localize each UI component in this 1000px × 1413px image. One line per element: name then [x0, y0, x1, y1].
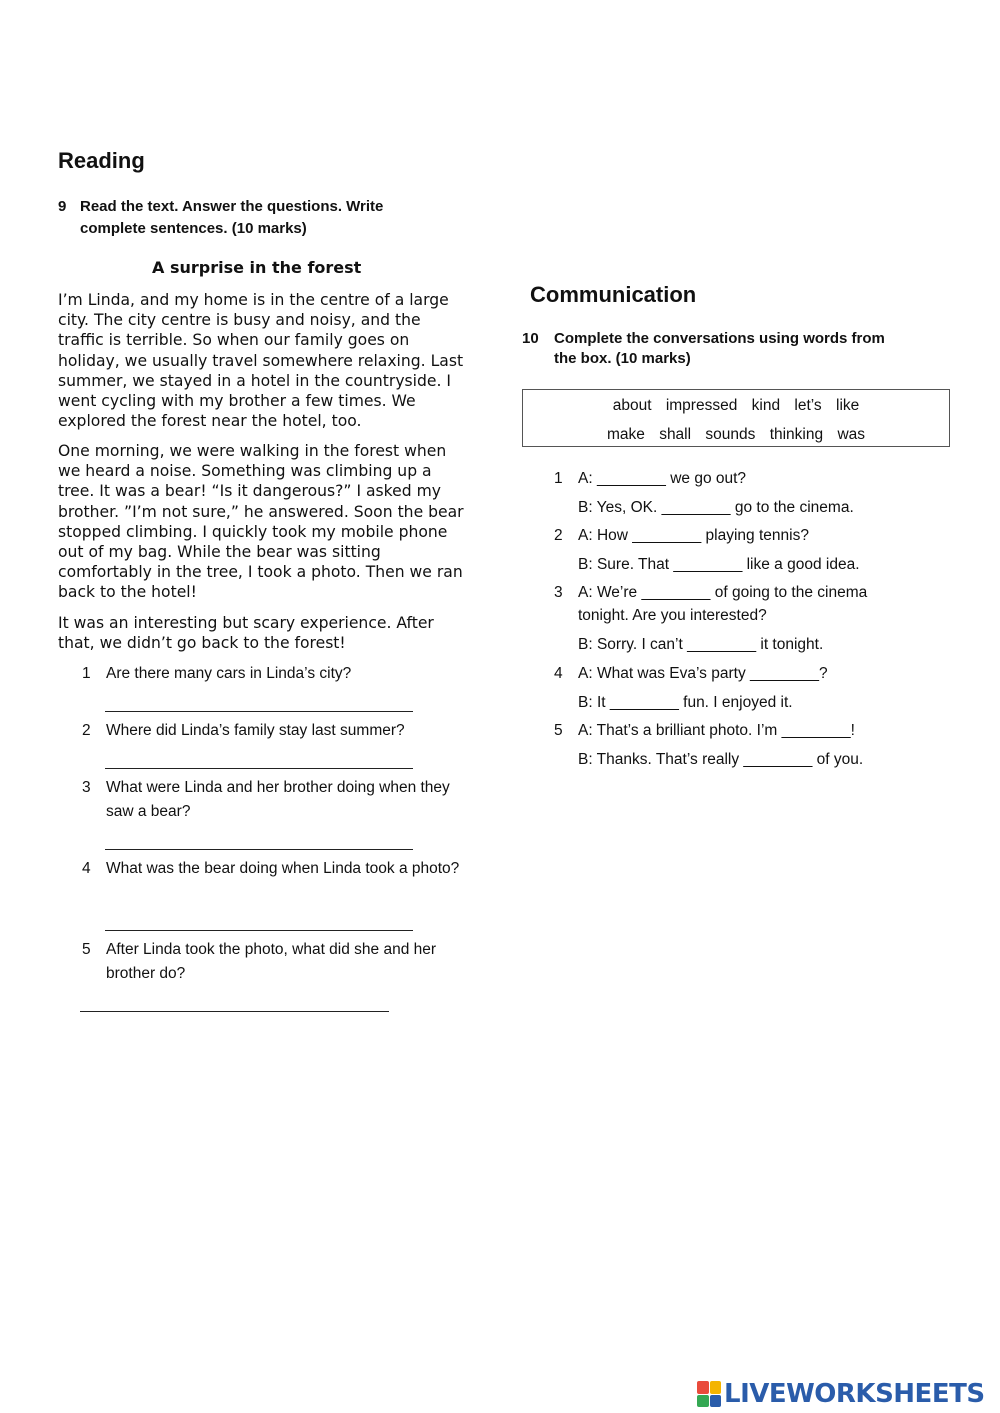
question-number: 2 — [82, 722, 91, 739]
conversation-2 — [554, 524, 974, 576]
conversation-line: B: Sure. That ________ like a good idea. — [578, 556, 860, 573]
word: was — [837, 426, 866, 443]
conversation-number: 5 — [554, 722, 563, 739]
word-box-row-1 — [523, 397, 949, 415]
question-4 — [82, 857, 482, 907]
conversation-1 — [554, 467, 974, 519]
word: thinking — [769, 426, 824, 443]
conversation-line: B: Thanks. That’s really ________ of you. — [578, 751, 864, 768]
question-1 — [82, 662, 482, 688]
logo-square — [697, 1381, 709, 1394]
answer-line-4[interactable] — [105, 930, 413, 931]
instruction-line-2: the box. (10 marks) — [554, 350, 691, 367]
liveworksheets-logo — [697, 1377, 985, 1411]
logo-text: LIVEWORKSHEETS — [724, 1379, 985, 1409]
communication-instruction — [522, 329, 962, 373]
conversation-4 — [554, 662, 974, 714]
question-2 — [82, 719, 482, 745]
question-text: Are there many cars in Linda’s city? — [106, 665, 352, 682]
question-text: After Linda took the photo, what did she and her brother do? — [106, 941, 437, 982]
story-paragraph-2: One morning, we were walking in the forest when we heard a noise. Something was climbing up a tree. It was a bear! “Is it dangerous?” I asked my brother. ”I’m not sure,” he answered. Soon the bear stopped climbing. I quickly took my mobile phone out of my bag. While the bear was sitting comfortably in the tree, I took a photo. Then we ran back to the hotel! — [58, 442, 464, 602]
instruction-line-1: Complete the conversations using words from — [554, 330, 885, 347]
question-number: 3 — [82, 779, 91, 796]
conversation-3 — [554, 581, 974, 657]
task-number: 10 — [522, 330, 539, 347]
reading-heading: Reading — [58, 148, 145, 173]
task-number: 9 — [58, 198, 67, 215]
reading-instruction — [58, 196, 458, 242]
question-number: 1 — [82, 665, 91, 682]
liveworksheets-logo-icon — [697, 1381, 721, 1407]
conversation-line: A: That’s a brilliant photo. I’m ________! — [578, 722, 855, 739]
word: shall — [659, 426, 692, 443]
conversation-line: A: We’re ________ of going to the cinema — [578, 584, 868, 601]
question-text: Where did Linda’s family stay last summer? — [106, 722, 405, 739]
logo-square — [710, 1381, 722, 1394]
conversation-number: 3 — [554, 584, 563, 601]
instruction-line-1: Read the text. Answer the questions. Write — [80, 198, 384, 215]
question-3 — [82, 776, 482, 826]
story-title: A surprise in the forest — [152, 258, 362, 277]
answer-line-1[interactable] — [105, 711, 413, 712]
word: like — [836, 397, 860, 414]
communication-heading: Communication — [530, 282, 697, 307]
conversation-line: A: How ________ playing tennis? — [578, 527, 809, 544]
story-paragraph-3: It was an interesting but scary experience. After that, we didn’t go back to the forest! — [58, 614, 434, 653]
logo-square — [697, 1395, 709, 1408]
conversation-number: 2 — [554, 527, 563, 544]
answer-line-2[interactable] — [105, 768, 413, 769]
word: make — [606, 426, 645, 443]
question-number: 4 — [82, 860, 91, 877]
logo-square — [710, 1395, 722, 1408]
conversation-number: 4 — [554, 665, 563, 682]
word: let’s — [794, 397, 822, 414]
question-5 — [82, 938, 482, 988]
word: kind — [751, 397, 781, 414]
answer-line-3[interactable] — [105, 849, 413, 850]
conversation-line: B: Yes, OK. ________ go to the cinema. — [578, 499, 854, 516]
word-box-row-2 — [523, 426, 949, 444]
conversation-line: A: What was Eva’s party ________? — [578, 665, 828, 682]
conversation-line: B: It ________ fun. I enjoyed it. — [578, 694, 793, 711]
word: impressed — [665, 397, 738, 414]
conversation-line: tonight. Are you interested? — [578, 607, 767, 624]
conversation-number: 1 — [554, 470, 563, 487]
story-paragraph-1: I’m Linda, and my home is in the centre of a large city. The city centre is busy and noisy, and the traffic is terrible. So when our family goes on holiday, we usually travel somewhere relaxing. Last summer, we stayed in a hotel in the countryside. I went cycling with my brother a few times. We explored the forest near the hotel, too. — [58, 291, 464, 431]
word: sounds — [705, 426, 756, 443]
conversation-line: A: ________ we go out? — [578, 470, 747, 487]
question-number: 5 — [82, 941, 91, 958]
question-text: What were Linda and her brother doing when they saw a bear? — [106, 779, 450, 820]
instruction-line-2: complete sentences. (10 marks) — [80, 220, 307, 237]
conversation-5 — [554, 719, 974, 771]
word-box — [522, 389, 950, 447]
word: about — [612, 397, 652, 414]
conversation-line: B: Sorry. I can’t ________ it tonight. — [578, 636, 824, 653]
answer-line-5[interactable] — [80, 1011, 389, 1012]
question-text: What was the bear doing when Linda took a photo? — [106, 860, 460, 877]
